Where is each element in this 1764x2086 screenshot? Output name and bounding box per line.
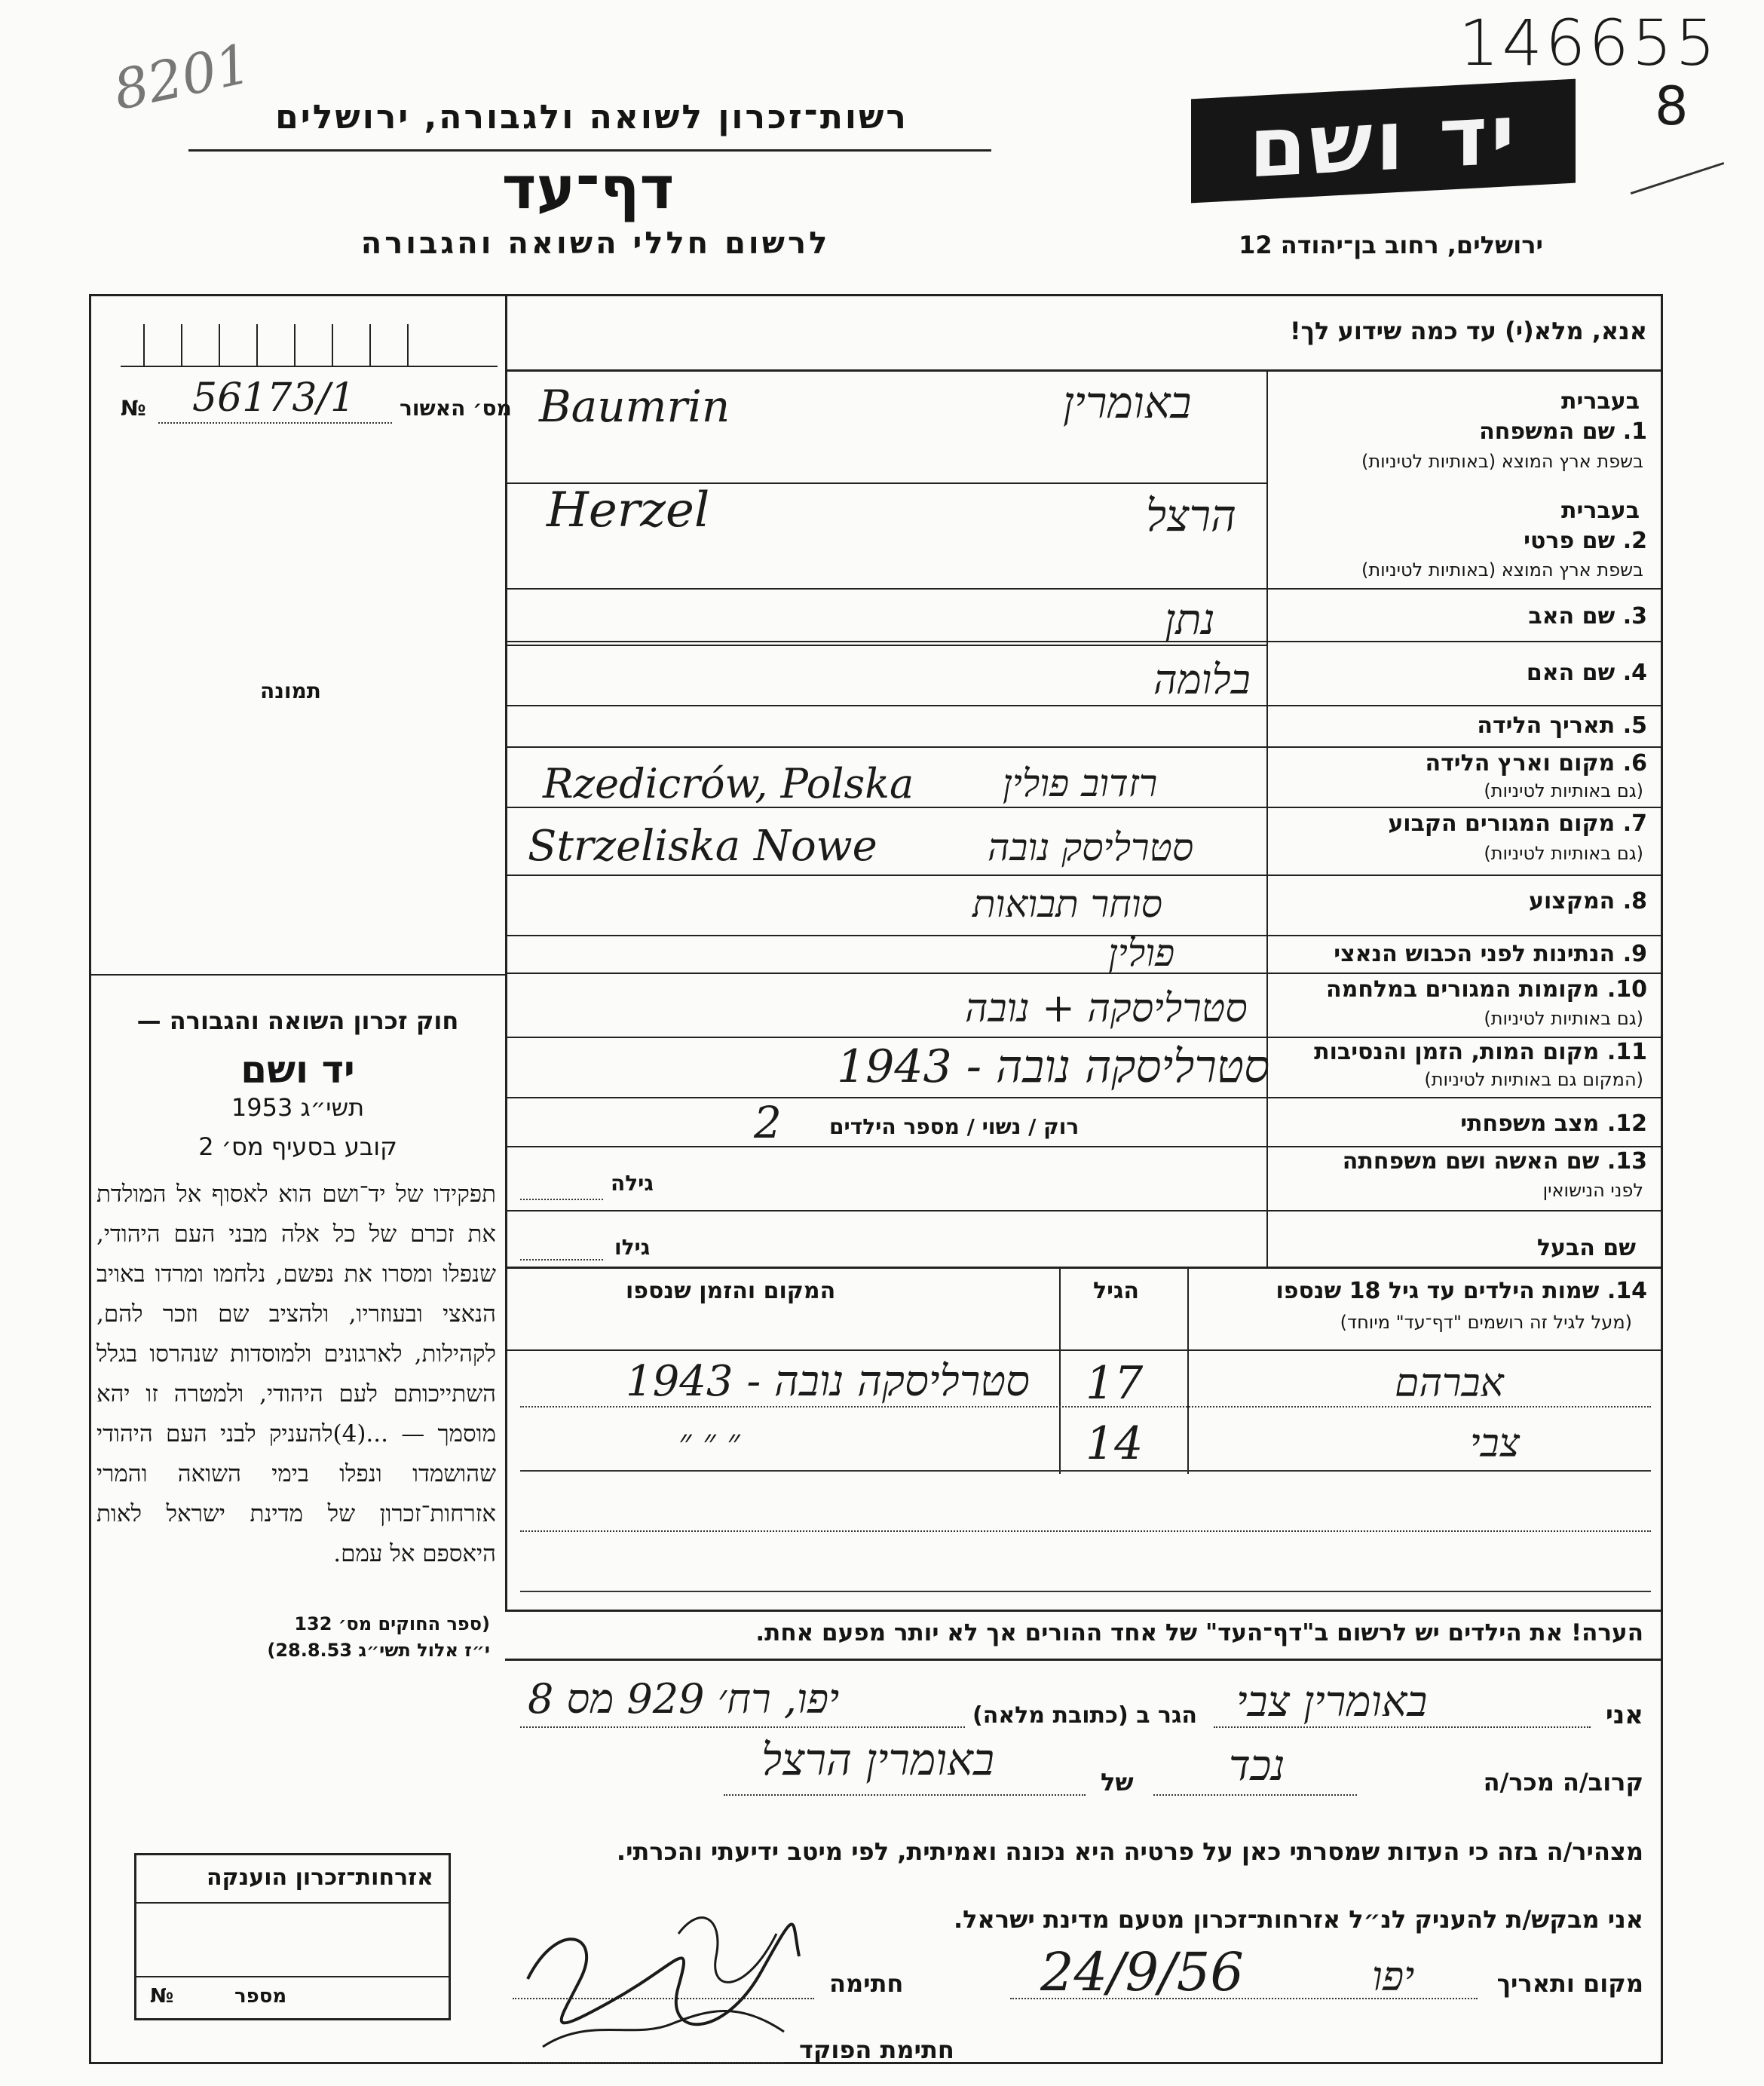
birthplace-hebrew: רזדוב פולין <box>1003 761 1158 805</box>
field-4-label: 4. שם האם <box>1526 660 1647 686</box>
husband-age-label: גילו <box>614 1235 651 1260</box>
field-2-sub: בשפת ארץ המוצא (באותיות לטיניות) <box>1361 559 1643 580</box>
form-subtitle: לרשום חללי השואה והגבורה <box>360 226 831 261</box>
stamp-number-label: מספר <box>234 1985 287 2008</box>
stamp-box-title: אזרחות־זכרון הוענקה <box>206 1864 433 1891</box>
logo-address: ירושלים, רחוב בן־יהודה 12 <box>1239 231 1543 259</box>
intro-text: אנא, מלא(י) עד כמה שידוע לך! <box>1289 317 1647 345</box>
field-1-sub: בשפת ארץ המוצא (באותיות לטיניות) <box>1361 451 1643 472</box>
table-row-child-place: סטרליסקה נובה - 1943 <box>626 1357 1030 1406</box>
citizenship: פולין <box>1108 931 1175 975</box>
signature-label: חתימה <box>829 1969 904 1998</box>
death-place-date: סטרליסקה נובה - 1943 <box>837 1040 1270 1093</box>
mother-name: בלומה <box>1153 656 1251 703</box>
declarant-address: יפו, רח׳ 929 מס 8 <box>528 1675 840 1723</box>
request-text: אני מבקש/ת להעניק לנ״ל אזרחות־זכרון מטעם מדינת ישראל. <box>954 1905 1643 1934</box>
table-row-child-age: 17 <box>1086 1357 1144 1410</box>
wife-age-label: גילה <box>611 1171 654 1196</box>
field-12-label: 12. מצב משפחתי <box>1460 1110 1647 1137</box>
resides-label: הגר ב (כתובת מלאה) <box>972 1702 1198 1729</box>
residence-hebrew: סטרליסק נובה <box>988 826 1194 869</box>
first-name-hebrew: הרצל <box>1146 490 1236 541</box>
officer-signature-label: חתימת הפוקד <box>799 2035 954 2064</box>
field-6-sub: (גם באותיות לטיניות) <box>1484 780 1643 801</box>
birthplace-latin: Rzedicrów, Polska <box>543 760 914 807</box>
signing-place: יפו <box>1372 1953 1415 2000</box>
children-age-header: הגיל <box>1093 1278 1139 1304</box>
declarant-name: באומרין צבי <box>1236 1677 1428 1726</box>
field-9-label: 9. הנתינות לפני הכבוש הנאצי <box>1334 941 1647 967</box>
field-11-label: 11. מקום המות, הזמן והנסיבות <box>1314 1039 1647 1065</box>
archive-sub: 8 <box>1655 75 1689 137</box>
field-11-sub: (המקום גם באותיות לטיניות) <box>1424 1069 1643 1090</box>
field-1-lang: בעברית <box>1561 388 1640 415</box>
law-clause: קובע בסעיף מס׳ 2 <box>198 1132 397 1161</box>
relative-label: קרוב/ה מכר/ה <box>1483 1768 1643 1797</box>
law-text: תפקידו של יד־ושם הוא לאסוף אל המולדת את זכרם של כל אלה מבני העם היהודי, שנפלו ומסרו את נפשם, נלחמו ומרדו באויב הנאצי ובעוזריו, ולהציב שם וזכר להם, לקהילות, לארגונים ולמוסדות שנהרסו בגלל השתייכותם לעם היהודי, ולמטרה זו יהא מוסמך — ...(4)להעניק לבני העם היהודי שהושמדו ונפלו בימי השואה והמרי אזרחות־זכרון של מדינת ישראל לאות היאספם אל עמם. <box>96 1181 496 1567</box>
table-row-child-name: אברהם <box>1395 1361 1504 1406</box>
law-name: יד ושם <box>240 1048 355 1092</box>
children-note: הערה! את הילדים יש לרשום ב"דף־העד" של אחד ההורים אך לא יותר מפעם אחת. <box>755 1619 1643 1646</box>
authority-name: רשות־זכרון לשואה ולגבורה, ירושלים <box>275 98 908 136</box>
approval-no-sign: № <box>121 396 146 421</box>
field-5-label: 5. תאריך הלידה <box>1477 712 1647 739</box>
field-2-lang: בעברית <box>1561 498 1640 524</box>
profession: סוחר תבואות <box>972 882 1162 926</box>
field-10-label: 10. מקומות המגורים במלחמה <box>1326 976 1647 1003</box>
children-count: 2 <box>754 1097 782 1148</box>
field-13-label: 13. שם האשה ושם משפחתה <box>1342 1148 1647 1175</box>
table-row-child-place: ״ ״ ״ <box>678 1421 740 1462</box>
of-label: של <box>1101 1768 1134 1797</box>
field-1-label: 1. שם המשפחה <box>1479 418 1647 445</box>
children-header: 14. שמות הילדים עד גיל 18 שנספו <box>1276 1278 1647 1304</box>
law-year: תשי״ג 1953 <box>231 1093 365 1122</box>
archive-number: 146655 <box>1459 6 1719 80</box>
wartime-residence: סטרליסקה + נובה <box>965 986 1248 1031</box>
field-13-sub: לפני הנישואין <box>1542 1180 1643 1201</box>
tick-boxes <box>121 324 498 367</box>
approval-number: 56173/1 <box>192 375 356 421</box>
field-husband-label: שם הבעל <box>1536 1235 1636 1261</box>
children-place-header: המקום והזמן שנספו <box>626 1278 836 1304</box>
logo-text: יד ושם <box>1248 85 1518 197</box>
declarant-relation: נכד <box>1229 1741 1285 1790</box>
law-ref-1: (ספר החוקים מס׳ 132 <box>294 1613 490 1634</box>
place-date-label: מקום ותאריך <box>1496 1969 1643 1998</box>
field-3-label: 3. שם האב <box>1528 603 1647 629</box>
first-name-latin: Herzel <box>547 482 710 538</box>
handwritten-scribble: 8201 <box>108 31 256 123</box>
signing-date: 24/9/56 <box>1040 1941 1244 2003</box>
table-row-child-name: צבי <box>1470 1421 1520 1466</box>
law-ref-2: י״ז אלול תשי״ג 28.8.53) <box>267 1640 490 1661</box>
approval-label: מס׳ האשור <box>400 396 512 421</box>
field-7-sub: (גם באותיות לטיניות) <box>1484 843 1643 864</box>
field-8-label: 8. המקצוע <box>1528 888 1647 914</box>
law-title: חוק זכרון השואה והגבורה — <box>136 1006 459 1035</box>
residence-latin: Strzeliska Nowe <box>528 822 877 871</box>
table-row-child-age: 14 <box>1086 1417 1144 1470</box>
field-2-label: 2. שם פרטי <box>1524 528 1647 554</box>
stamp-box <box>134 1853 451 2020</box>
stamp-number-sign: № <box>150 1985 174 2008</box>
field-7-label: 7. מקום המגורים הקבוע <box>1388 810 1647 837</box>
form-title: דף־עד <box>501 155 675 222</box>
declarant-i-label: אני <box>1605 1700 1643 1730</box>
deceased-reference: באומרין הרצל <box>761 1734 994 1785</box>
photo-label: תמונה <box>260 678 321 703</box>
children-header-sub: (מעל לגיל זה רושמים "דף־עד" מיוחד) <box>1340 1312 1632 1333</box>
field-10-sub: (גם באותיות לטיניות) <box>1484 1008 1643 1029</box>
family-name-latin: Baumrin <box>539 381 730 432</box>
marital-options: רוק / נשוי / מספר הילדים <box>829 1114 1080 1139</box>
yad-vashem-logo <box>1191 79 1576 204</box>
signature-scribble <box>498 1888 814 2062</box>
family-name-hebrew: באומרין <box>1063 377 1192 428</box>
father-name: נתן <box>1165 596 1215 645</box>
field-6-label: 6. מקום וארץ הלידה <box>1425 750 1647 777</box>
declaration-text: מצהיר/ה בזה כי העדות שמסרתי כאן על פרטיה היא נכונה ואמיתית, לפי מיטב ידיעתי והכרתי. <box>616 1837 1643 1866</box>
